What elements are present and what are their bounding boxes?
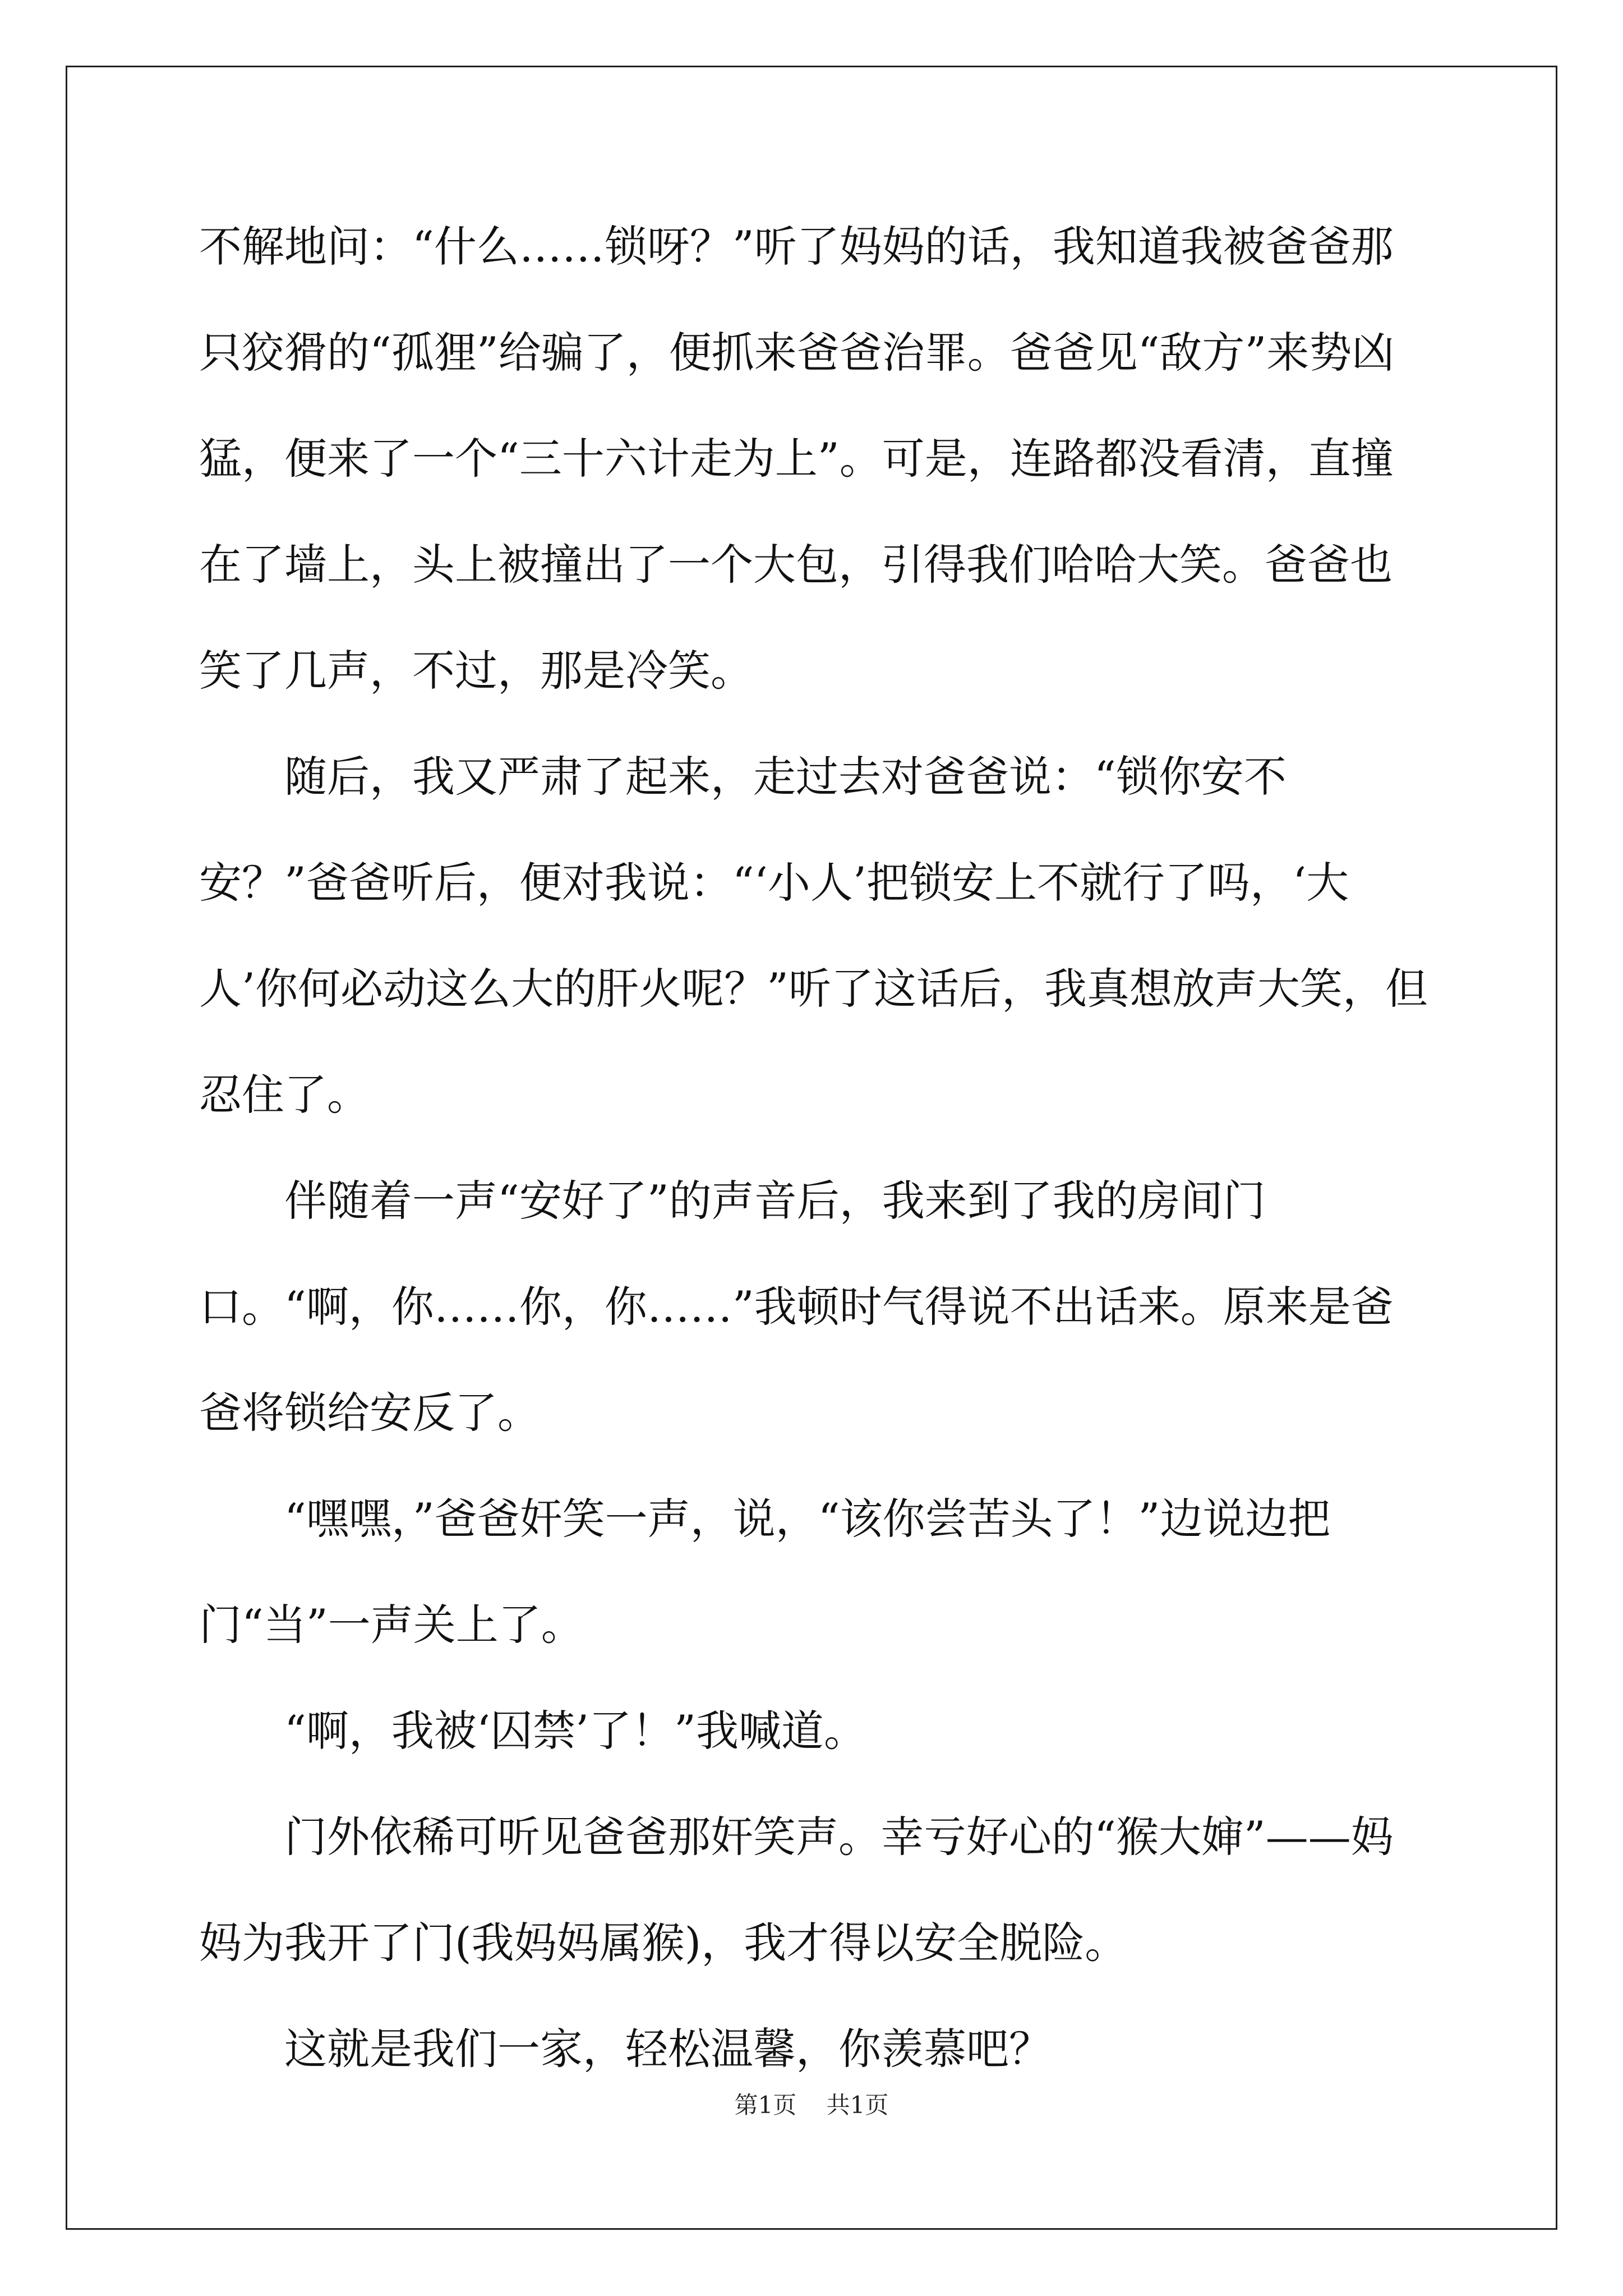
paragraph-3: 伴随着一声“安好了”的声音后，我来到了我的房间门口。“啊，你……你，你……”我顿时气得说不出话来。原来是爸爸将锁给安反了。 <box>199 1176 1394 1438</box>
paragraph-6: 门外依稀可听见爸爸那奸笑声。幸亏好心的“猴大婶”——妈妈为我开了门(我妈妈属猴)，我才得以安全脱险。 <box>199 1812 1394 1968</box>
paragraph-1: 不解地问：“什么……锁呀？”听了妈妈的话，我知道我被爸爸那只狡猾的“孤狸”给骗了，便抓来爸爸治罪。爸爸见“敌方”来势凶猛，便来了一个“三十六计走为上”。可是，连路都没看清，直撞在了墙上，头上被撞出了一个大包，引得我们哈哈大笑。爸爸也笑了几声，不过，那是冷笑。 <box>199 222 1395 696</box>
paragraph-4: “嘿嘿，”爸爸奸笑一声，说，“该你尝苦头了！”边说边把门“当”一声关上了。 <box>199 1494 1331 1650</box>
page-number-total: 共1页 <box>826 2091 889 2119</box>
paragraph-5: “啊，我被‘囚禁’了！”我喊道。 <box>284 1706 867 1756</box>
paragraph-2: 随后，我又严肃了起来，走过去对爸爸说：“锁你安不安？”爸爸听后，便对我说：“‘小人’把锁安上不就行了吗，‘大人’你何必动这么大的肝火呢？”听了这话后，我真想放声大笑，但忍住了。 <box>199 752 1428 1120</box>
page-number-current: 第1页 <box>734 2091 797 2119</box>
paragraph-7: 这就是我们一家，轻松温馨，你羡慕吧？ <box>284 2024 1052 2074</box>
document-body <box>199 194 1433 2102</box>
page-footer <box>0 2087 1623 2120</box>
